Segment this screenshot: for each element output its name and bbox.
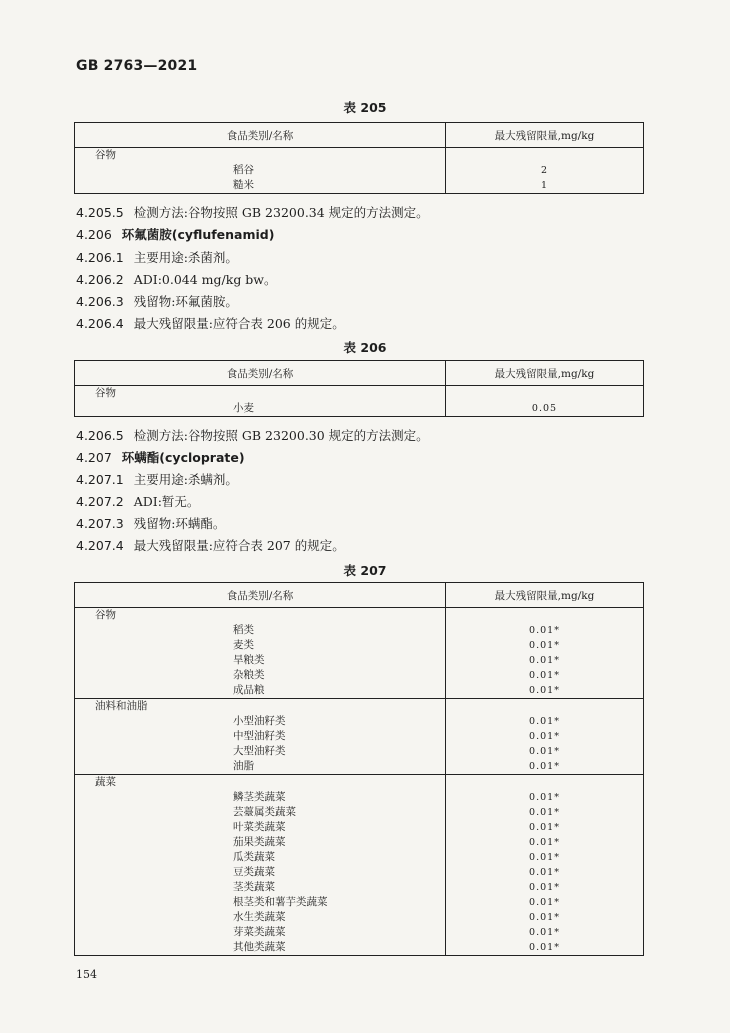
section-text: 残留物:环螨酯。 (133, 516, 226, 531)
food-category: 谷物 (75, 148, 446, 164)
food-name: 稻谷 (75, 163, 446, 178)
table-row (75, 835, 644, 850)
empty-limit-cell (446, 386, 644, 402)
table-206 (74, 360, 644, 417)
table-row (75, 668, 644, 683)
section-number: 4.207.1 (76, 472, 124, 487)
max-residue-limit: 0.01* (446, 835, 644, 850)
table-row (75, 683, 644, 699)
standard-header: GB 2763—2021 (76, 58, 198, 74)
max-residue-limit: 0.01* (446, 729, 644, 744)
max-residue-limit: 0.01* (446, 668, 644, 683)
column-header-name: 食品类别/名称 (75, 583, 446, 608)
food-name: 茄果类蔬菜 (75, 835, 446, 850)
food-name: 豆类蔬菜 (75, 865, 446, 880)
section-number: 4.207.2 (76, 494, 124, 509)
section-text: 主要用途:杀菌剂。 (133, 250, 238, 265)
max-residue-limit: 0.01* (446, 759, 644, 775)
table-row (75, 401, 644, 417)
table-row (75, 653, 644, 668)
food-name: 水生类蔬菜 (75, 910, 446, 925)
max-residue-limit: 0.01* (446, 820, 644, 835)
pesticide-name: 环螨酯(cycloprate) (121, 450, 245, 465)
section-text: ADI:暂无。 (133, 494, 200, 509)
section-4-206-2 (76, 272, 277, 288)
max-residue-limit: 0.01* (446, 744, 644, 759)
section-4-206-3 (76, 294, 238, 310)
table-row (75, 759, 644, 775)
section-4-207 (76, 450, 245, 466)
section-number: 4.206.4 (76, 316, 124, 331)
section-4-206-1 (76, 250, 238, 266)
max-residue-limit: 0.01* (446, 865, 644, 880)
section-text: 最大残留限量:应符合表 206 的规定。 (133, 316, 345, 331)
max-residue-limit: 0.01* (446, 714, 644, 729)
food-name: 油脂 (75, 759, 446, 775)
table-row (75, 820, 644, 835)
food-category: 油料和油脂 (75, 699, 446, 715)
table-row (75, 865, 644, 880)
max-residue-limit: 0.01* (446, 623, 644, 638)
max-residue-limit: 0.01* (446, 940, 644, 956)
table-row (75, 729, 644, 744)
max-residue-limit: 0.01* (446, 925, 644, 940)
empty-limit-cell (446, 699, 644, 715)
section-4-206-4 (76, 316, 345, 332)
table-205 (74, 122, 644, 194)
table-header-row (75, 123, 644, 148)
table-row (75, 925, 644, 940)
table-row (75, 790, 644, 805)
food-name: 糙米 (75, 178, 446, 194)
section-number: 4.206.1 (76, 250, 124, 265)
section-number: 4.206.2 (76, 272, 124, 287)
section-text: 最大残留限量:应符合表 207 的规定。 (133, 538, 345, 553)
food-name: 瓜类蔬菜 (75, 850, 446, 865)
table-group-row (75, 148, 644, 164)
table-header-row (75, 361, 644, 386)
section-4-207-1 (76, 472, 238, 488)
table-row (75, 638, 644, 653)
section-number: 4.206 (76, 227, 112, 242)
max-residue-limit: 0.01* (446, 683, 644, 699)
section-4-207-2 (76, 494, 199, 510)
section-4-207-4 (76, 538, 345, 554)
column-header-limit: 最大残留限量,mg/kg (446, 123, 644, 148)
table-205-caption: 表 205 (343, 100, 387, 115)
max-residue-limit: 0.01* (446, 805, 644, 820)
food-name: 小麦 (75, 401, 446, 417)
food-name: 其他类蔬菜 (75, 940, 446, 956)
section-4-207-3 (76, 516, 225, 532)
food-category: 谷物 (75, 608, 446, 624)
table-207 (74, 582, 644, 956)
food-name: 麦类 (75, 638, 446, 653)
max-residue-limit: 1 (446, 178, 644, 194)
table-row (75, 895, 644, 910)
food-name: 稻类 (75, 623, 446, 638)
table-group-row (75, 775, 644, 791)
section-number: 4.207.4 (76, 538, 124, 553)
food-name: 小型油籽类 (75, 714, 446, 729)
food-name: 芸薹属类蔬菜 (75, 805, 446, 820)
food-name: 杂粮类 (75, 668, 446, 683)
food-name: 根茎类和薯芋类蔬菜 (75, 895, 446, 910)
section-number: 4.205.5 (76, 205, 124, 220)
section-number: 4.206.5 (76, 428, 124, 443)
section-number: 4.206.3 (76, 294, 124, 309)
column-header-name: 食品类别/名称 (75, 361, 446, 386)
section-text: 残留物:环氟菌胺。 (133, 294, 238, 309)
food-name: 鳞茎类蔬菜 (75, 790, 446, 805)
food-name: 芽菜类蔬菜 (75, 925, 446, 940)
section-4-205-5 (76, 205, 429, 221)
section-text: 检测方法:谷物按照 GB 23200.34 规定的方法测定。 (133, 205, 429, 220)
pesticide-name: 环氟菌胺(cyflufenamid) (121, 227, 275, 242)
food-name: 叶菜类蔬菜 (75, 820, 446, 835)
section-number: 4.207.3 (76, 516, 124, 531)
food-name: 大型油籽类 (75, 744, 446, 759)
food-name: 成品粮 (75, 683, 446, 699)
empty-limit-cell (446, 148, 644, 164)
max-residue-limit: 0.05 (446, 401, 644, 417)
table-group-row (75, 699, 644, 715)
section-4-206-5 (76, 428, 429, 444)
food-category: 谷物 (75, 386, 446, 402)
food-name: 茎类蔬菜 (75, 880, 446, 895)
max-residue-limit: 0.01* (446, 638, 644, 653)
max-residue-limit: 0.01* (446, 910, 644, 925)
section-text: 检测方法:谷物按照 GB 23200.30 规定的方法测定。 (133, 428, 429, 443)
food-name: 旱粮类 (75, 653, 446, 668)
table-row (75, 850, 644, 865)
table-row (75, 178, 644, 194)
max-residue-limit: 0.01* (446, 850, 644, 865)
max-residue-limit: 0.01* (446, 880, 644, 895)
max-residue-limit: 0.01* (446, 653, 644, 668)
max-residue-limit: 0.01* (446, 895, 644, 910)
table-group-row (75, 386, 644, 402)
table-206-caption: 表 206 (343, 340, 387, 355)
table-row (75, 910, 644, 925)
page-number: 154 (76, 968, 97, 981)
section-text: ADI:0.044 mg/kg bw。 (133, 272, 277, 287)
empty-limit-cell (446, 608, 644, 624)
column-header-limit: 最大残留限量,mg/kg (446, 361, 644, 386)
table-group-row (75, 608, 644, 624)
table-207-caption: 表 207 (343, 563, 387, 578)
column-header-name: 食品类别/名称 (75, 123, 446, 148)
section-4-206 (76, 227, 274, 243)
section-text: 主要用途:杀螨剂。 (133, 472, 238, 487)
table-row (75, 940, 644, 956)
table-header-row (75, 583, 644, 608)
table-row (75, 714, 644, 729)
max-residue-limit: 0.01* (446, 790, 644, 805)
table-row (75, 623, 644, 638)
table-row (75, 805, 644, 820)
food-name: 中型油籽类 (75, 729, 446, 744)
table-row (75, 744, 644, 759)
food-category: 蔬菜 (75, 775, 446, 791)
max-residue-limit: 2 (446, 163, 644, 178)
empty-limit-cell (446, 775, 644, 791)
table-row (75, 880, 644, 895)
section-number: 4.207 (76, 450, 112, 465)
column-header-limit: 最大残留限量,mg/kg (446, 583, 644, 608)
table-row (75, 163, 644, 178)
